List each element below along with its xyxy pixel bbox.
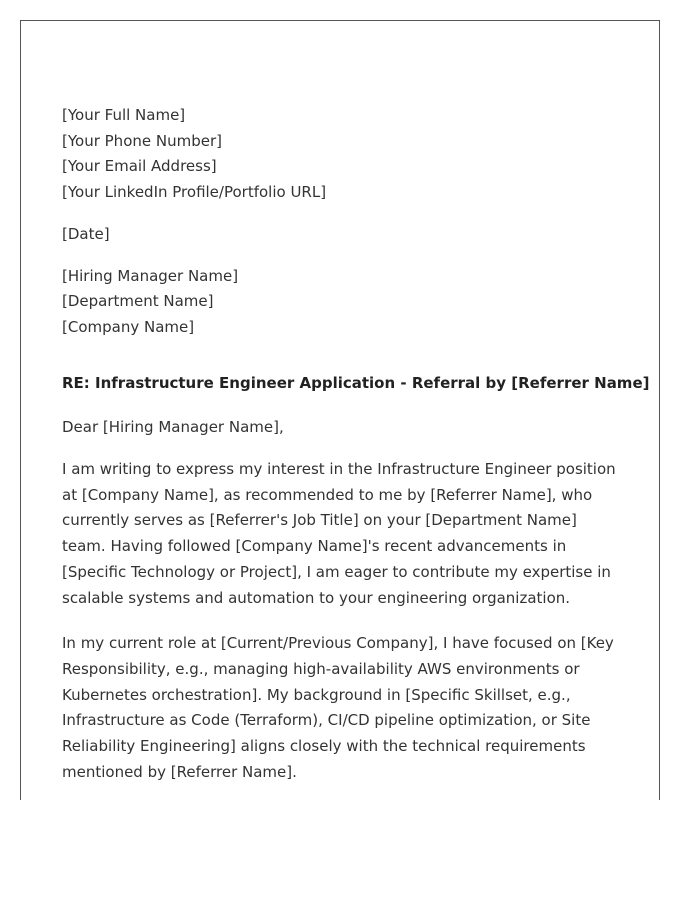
salutation: Dear [Hiring Manager Name], [62,418,284,437]
letter-page [20,20,660,800]
sender-email: [Your Email Address] [62,157,217,176]
recipient-name: [Hiring Manager Name] [62,266,239,285]
letter-body [62,103,650,785]
letter-date: [Date] [62,224,110,243]
recipient-company: [Company Name] [62,317,195,336]
recipient-block [62,264,622,341]
recipient-department: [Department Name] [62,292,214,311]
subject-line: RE: Infrastructure Engineer Application - Referral by [Referrer Name] [62,373,650,392]
body-paragraph-1: I am writing to express my interest in the Infrastructure Engineer position at [Company Name], as recommended to me by [Referrer Name], who currently serves as [Referrer's Job Title] on your [Department Name] team. Having followed [Company Name]'s recent advancements in [Specific Technology or Project], I am eager to contribute my expertise in scalable systems and automation to your engineering organization. [62,460,616,607]
sender-phone: [Your Phone Number] [62,131,222,150]
sender-block [62,103,622,206]
body-paragraph-2: In my current role at [Current/Previous Company], I have focused on [Key Responsibility, e.g., managing high-availability AWS environments or Kubernetes orchestration]. My background in [Specific Skillset, e.g., Infrastructure as Code (Terraform), CI/CD pipeline optimization, or Site Reliability Engineering] aligns closely with the technical requirements mentioned by [Referrer Name]. [62,634,614,781]
sender-name: [Your Full Name] [62,106,186,124]
sender-linkedin: [Your LinkedIn Profile/Portfolio URL] [62,183,327,202]
